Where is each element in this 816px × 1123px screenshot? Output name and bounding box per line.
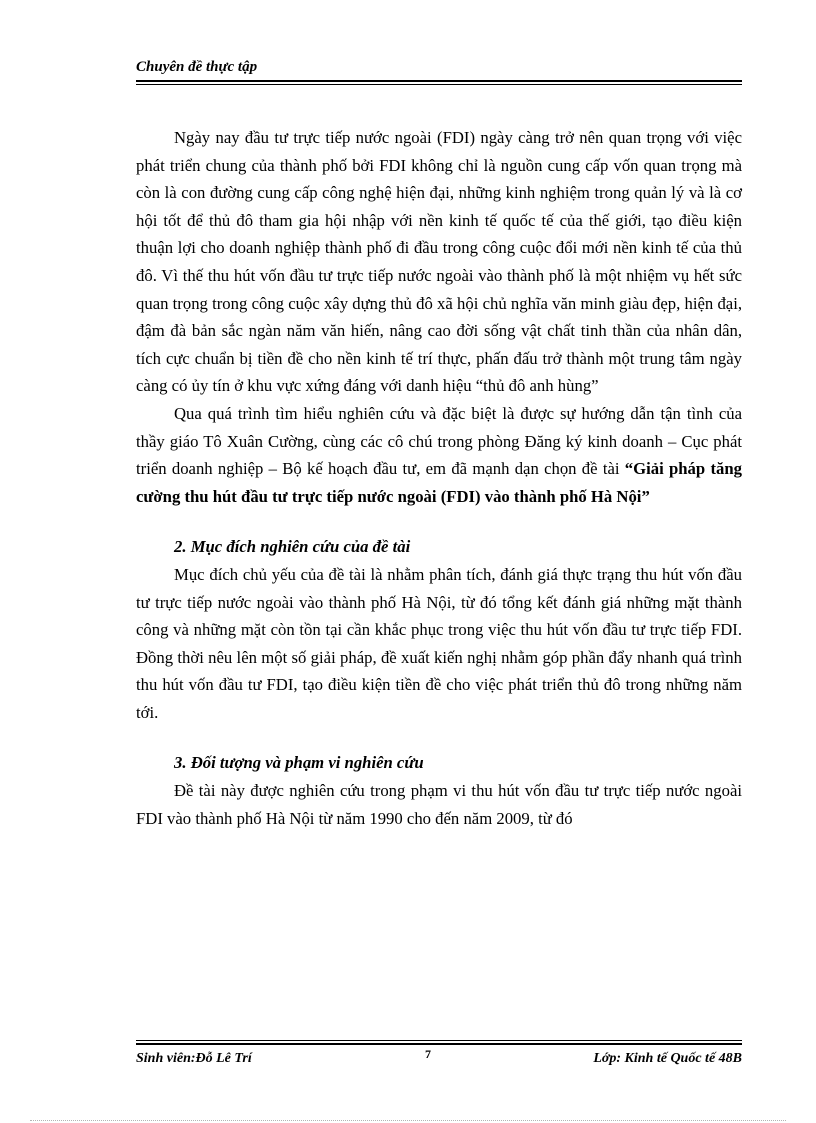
document-body	[136, 124, 742, 832]
page-bottom-dotted-line	[30, 1120, 786, 1121]
footer-class: Lớp: Kinh tế Quốc tế 48B	[593, 1051, 742, 1066]
header-rule	[136, 80, 742, 82]
header-title: Chuyên đề thực tập	[136, 59, 258, 75]
section-2-heading: 2. Mục đích nghiên cứu của đề tài	[174, 537, 411, 557]
section-3-heading: 3. Đối tượng và phạm vi nghiên cứu	[174, 753, 424, 773]
topic-title: “Giải pháp tăng cường thu hút đầu tư trực tiếp nước ngoài (FDI) vào thành phố Hà Nội”	[136, 459, 742, 506]
spacer	[136, 510, 742, 533]
footer-rule	[136, 1043, 742, 1045]
spacer	[136, 726, 742, 749]
page-footer	[136, 1040, 742, 1072]
intro-paragraph-2	[136, 400, 742, 510]
footer-student: Sinh viên:Đỗ Lê Trí	[136, 1051, 252, 1066]
page-number: 7	[425, 1047, 431, 1061]
section-3-paragraph: Đề tài này được nghiên cứu trong phạm vi thu hút vốn đầu tư trực tiếp nước ngoài FDI vào thành phố Hà Nội từ năm 1990 cho đến năm 2009, từ đó	[136, 781, 742, 828]
intro-paragraph-2-text: Qua quá trình tìm hiểu nghiên cứu và đặc biệt là được sự hướng dẫn tận tình của thầy giáo Tô Xuân Cường, cùng các cô chú trong phòng Đăng ký kinh doanh – Cục phát triển doanh nghiệp – Bộ kế hoạch đầu tư, em đã mạnh dạn chọn đề tài	[136, 403, 742, 479]
section-2-paragraph: Mục đích chủ yếu của đề tài là nhằm phân tích, đánh giá thực trạng thu hút vốn đầu tư trực tiếp nước ngoài vào thành phố Hà Nội, từ đó tổng kết đánh giá những mặt thành công và những mặt còn tồn tại cần khắc phục trong việc thu hút vốn đầu tư trực tiếp FDI. Đồng thời nêu lên một số giải pháp, đề xuất kiến nghị nhằm góp phần đẩy nhanh quá trình thu hút vốn đầu tư FDI, tạo điều kiện tiền đề cho việc phát triển thủ đô trong những năm tới.	[136, 564, 742, 722]
footer-rule-thin	[136, 1040, 742, 1041]
page-header	[136, 58, 742, 76]
intro-paragraph-1: Ngày nay đầu tư trực tiếp nước ngoài (FDI) ngày càng trở nên quan trọng với việc phát triển chung của thành phố bởi FDI không chỉ là nguồn cung cấp vốn quan trọng mà còn là con đường cung cấp công nghệ hiện đại, những kinh nghiệm trong quản lý và là cơ hội tốt để thủ đô tham gia hội nhập với nền kinh tế quốc tế của thế giới, tạo điều kiện thuận lợi cho doanh nghiệp thành phố đi đầu trong công cuộc đổi mới nền kinh tế của thủ đô. Vì thế thu hút vốn đầu tư trực tiếp nước ngoài vào thành phố là một nhiệm vụ hết sức quan trọng trong công cuộc xây dựng thủ đô xã hội chủ nghĩa văn minh giàu đẹp, hiện đại, đậm đà bản sắc ngàn năm văn hiến, nâng cao đời sống vật chất tinh thần của nhân dân, tích cực chuẩn bị tiền đề cho nền kinh tế trí thực, phấn đấu trở thành một trung tâm ngày càng có ủy tín ở khu vực xứng đáng với danh hiệu “thủ đô anh hùng”	[136, 128, 742, 396]
header-rule-thin	[136, 84, 742, 85]
